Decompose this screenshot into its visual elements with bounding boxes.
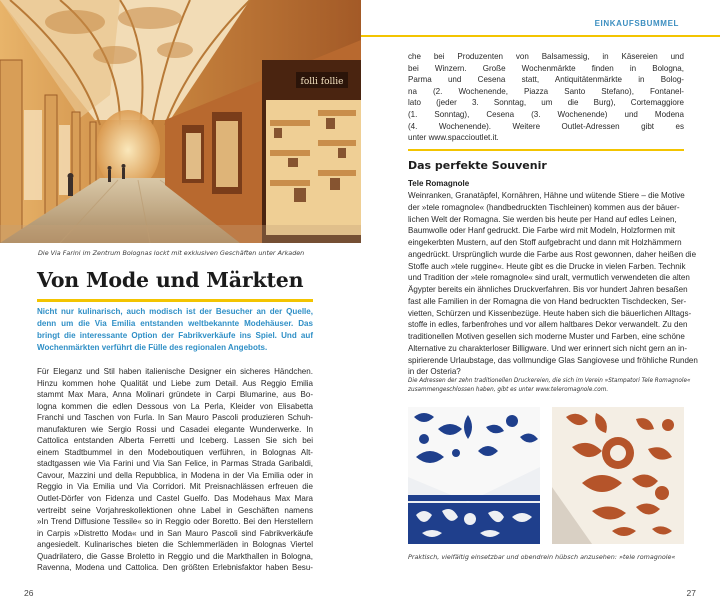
page-number-right: 27 xyxy=(686,588,696,598)
section-label: EINKAUFSBUMMEL xyxy=(594,19,679,28)
body-line: na (2. Wochenende, Piazza Santo Stefano), Fontanel- xyxy=(408,86,684,96)
lead-line: Nicht nur kulinarisch, auch modisch ist der Besucher an der Quelle, xyxy=(37,307,313,316)
body-line: Franchi und Taschen von Furla. In San Mauro Pascoli produzieren Schuh- xyxy=(37,413,313,423)
body-line: Reggio in Via Emilia und Via Corridori. Mit Preisnachlässen erfreuen die xyxy=(37,482,313,492)
body-line: unter www.spaccioutlet.it. xyxy=(408,133,499,143)
note-line: Die Adressen der zehn traditionellen Druckereien, die sich im Verein »Stampatori Tele Romagnole« xyxy=(408,378,691,384)
body-line: stammt Max Mara, Anna Molinari gründete in Carpi Blumarine, aus Bo- xyxy=(37,390,313,400)
body-line: angedrückt. Ursprünglich wurde die Farbe aus Rost gewonnen, daher heißen die xyxy=(408,249,697,259)
body-line: fast alle Familien in der Romagna die von Hand bedruckten Tischdecken, Ser- xyxy=(408,296,687,306)
body-line: lichen Welt der Romagna. Sie werden bis heute per Hand auf edles Leinen, xyxy=(408,214,677,224)
body-line: lato (jeder 3. Sonntag, um die Burg), Cortemaggiore xyxy=(408,98,684,108)
body-line: Baumwolle oder Hanf gedruckt. Die Farbe wird mit Modeln, Holzformen mit xyxy=(408,226,675,236)
lead-line: denn um die Via Emilia entstanden weltbekannte Modehäuser. Das xyxy=(37,318,313,328)
lead-paragraph xyxy=(37,306,313,353)
box-rule xyxy=(408,149,684,151)
body-line: bei Winzern. Große Wochenmärkte finden in Bologna, xyxy=(408,63,684,73)
body-line: Parma und Cesena statt, Antiquitätenmärkte in Bolog- xyxy=(408,75,684,85)
body-line: logna kommen die edlen Dessous von La Perla, Kleider von Elisabetta xyxy=(37,401,313,411)
header-rule xyxy=(361,35,720,37)
body-line: Quadrilatero, die Gasse Broletto in Reggio und die Markthallen in Bologna, xyxy=(37,551,313,561)
body-line: stadtgassen wie Via Farini und Via San Felice, in Parmas Strada Garibaldi, xyxy=(37,459,313,469)
souvenir-note xyxy=(408,377,691,395)
body-line: vietten, Schürzen und Kissenbezüge. Heute haben sich die bäuerlichen Alltags- xyxy=(408,308,692,318)
body-line: Ägypter bereits ein ähnliches Druckverfahren. Bis vor hundert Jahren besaßen xyxy=(408,285,688,294)
body-line: Ravenna, Modena und Cattolica. Den größten Erlebnisfaktor haben Besu- xyxy=(37,563,313,573)
body-line: Hinzu kommen hohe Qualität und Liebe zum Detail. Aus Reggio Emilia xyxy=(37,378,313,388)
page-number-left: 26 xyxy=(24,588,34,598)
body-line: angesiedelt. Kulinarisches bieten die Schlemmerläden in Bolognas Viertel xyxy=(37,540,313,550)
body-line: Cattolica entstanden Alberta Ferretti und Iceberg. Lassen Sie sich bei xyxy=(37,436,313,446)
body-line: in der Osteria? xyxy=(408,367,461,377)
body-line: eingekerbten Mustern, auf den Stoff aufgebracht und dann mit Holzhämmern xyxy=(408,238,682,247)
body-line: einem Stadtbummel in den Modeboutiquen verführen, in Bolognas Alt- xyxy=(37,447,313,457)
blue-print-photo xyxy=(408,407,540,544)
lead-line: bringt die interessante Option der Fabrikverkäufe ins Spiel. Und auf xyxy=(37,330,313,340)
lead-line: Wochenmärkten verführt die Fülle des regionalen Angebots. xyxy=(37,342,268,352)
souvenir-title: Das perfekte Souvenir xyxy=(408,159,547,172)
body-text xyxy=(37,366,313,574)
arcade-photo xyxy=(0,0,361,243)
note-line: zusammengeschlossen haben, gibt es unter www.teleromagnole.com. xyxy=(408,387,609,393)
body-line: Stoffe auch »tele ruggine«. Heute gibt es die Drucke in vielen Farben. Technik xyxy=(408,261,686,271)
body-line: in Carpis »Distretto Moda« und in San Mauro Pascoli sind Fabrikverkäufe xyxy=(37,528,313,538)
souvenir-text xyxy=(408,190,698,378)
body-line: stoffe in edles, farbenfrohes und vor allem haltbares Dekor verwandelt. Zu den xyxy=(408,320,688,330)
body-line: Für Eleganz und Stil haben italienische Designer ein sicheres Händchen. xyxy=(37,367,313,376)
continuation-text xyxy=(408,51,684,144)
page-title: Von Mode und Märkten xyxy=(37,268,304,292)
souvenir-subhead: Tele Romagnole xyxy=(408,179,470,188)
photo-caption: Die Via Farini im Zentrum Bolognas lockt mit exklusiven Geschäften unter Arkaden xyxy=(38,249,305,257)
body-line: der »tele romagnole« (handbedruckten Tischleinen) kommen aus der bäuer- xyxy=(408,202,680,212)
body-line: Outlet-Dörfer von Fidenza und Castel Guelfo. Das Modehaus Max Mara xyxy=(37,494,313,504)
body-line: che bei Produzenten von Balsamessig, in Käsereien und xyxy=(408,52,684,61)
body-line: Weinranken, Granatäpfel, Kornähren, Hähne und wütende Stiere – die Motive xyxy=(408,191,685,200)
body-line: manufakturen wie Sergio Rossi und Casadei elegante Wunderwerke. In xyxy=(37,424,313,434)
title-divider xyxy=(37,299,313,302)
body-line: (1. Sonntag), Cesena (3. Wochenende) und Modena xyxy=(408,109,684,119)
body-line: und Tradition der »tele romagnole« sind uralt, vermutlich verwendeten die alten xyxy=(408,273,690,283)
body-line: (4. Wochenende). Weitere Outlet-Adressen gibt es xyxy=(408,121,684,131)
body-line: spirierende Urlaubstage, das vollmundige Glas Sangiovese und fröhliche Runden xyxy=(408,355,698,365)
shop-sign-text: folli follie xyxy=(300,77,344,87)
body-line: Cavour, Mazzini und della Repubblica, in Modena in der Via Emilia oder in xyxy=(37,470,313,480)
rust-print-photo xyxy=(552,407,684,544)
photo-caption: Praktisch, vielfältig einsetzbar und obendrein hübsch anzusehen: »tele romagnole« xyxy=(408,553,676,561)
body-line: »In Trend Diffusione Tessile« so in Reggio oder Boretto. Bei den Herstellern xyxy=(37,517,313,527)
body-line: Alternative zu charakterloser Billigware. Und wer erinnert sich nicht gern an in- xyxy=(408,343,688,353)
body-line: traditionellen Motiven gesellen sich moderne Muster und Farben, eine schöne xyxy=(408,332,685,341)
body-line: vertreibt seine Vorjahreskollektionen ohne Label in Geschäften namens xyxy=(37,505,313,515)
